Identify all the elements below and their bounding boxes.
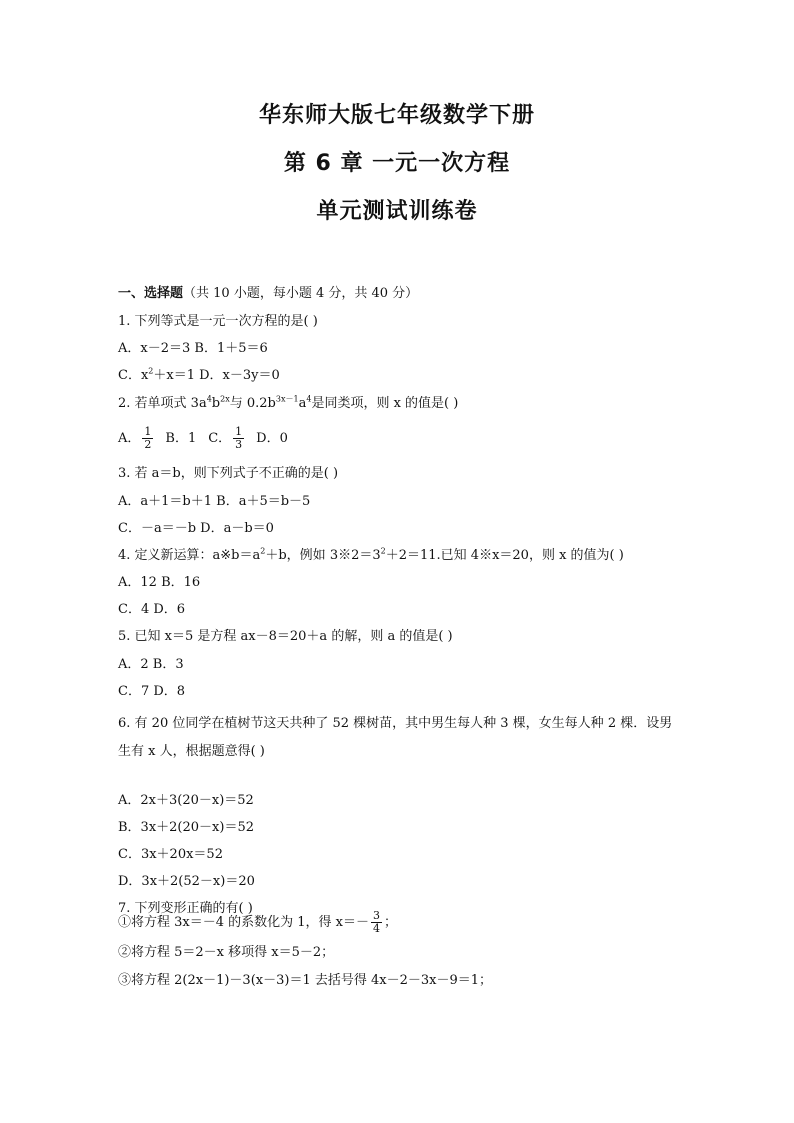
q4-stem-part: ＋2＝11.已知 4※x＝20，则 x 的值为( ) — [385, 548, 624, 563]
q2-stem-part: 与 0.2b — [229, 396, 276, 411]
question-4-options-row1: A．12 B．16 — [118, 575, 201, 590]
q1-option-cd-text: ＋x＝1 D．x－3y＝0 — [153, 368, 280, 383]
q2-stem-part: 是同类项，则 x 的值是( ) — [311, 396, 459, 411]
question-6-stem: 6. 有 20 位同学在植树节这天共种了 52 棵树苗，其中男生每人种 3 棵，女生每人种 2 棵．设男生有 x 人，根据题意得( ) — [118, 716, 673, 759]
q2-option-a-label: A． — [118, 431, 141, 446]
q2-exponent: 4 — [206, 394, 212, 404]
question-7-item-3: ③将方程 2(2x－1)－3(x－3)＝1 去括号得 4x－2－3x－9＝1； — [118, 973, 492, 988]
numerator: 1 — [235, 425, 243, 438]
q2-exponent: 3x－1 — [275, 394, 299, 404]
question-6-option-d: D．3x＋2(52－x)＝20 — [118, 874, 255, 889]
chapter-title: 第 6 章 一元一次方程 — [283, 151, 511, 176]
q1-option-c-text: C．x — [118, 368, 149, 383]
denominator: 3 — [235, 438, 243, 451]
question-6-option-b: B．3x＋2(20－x)＝52 — [118, 820, 254, 835]
question-3-stem: 3. 若 a＝b，则下列式子不正确的是( ) — [118, 466, 339, 481]
question-5-options-row2: C．7 D．8 — [118, 684, 186, 699]
question-7-item-2: ②将方程 5＝2－x 移项得 x＝5－2； — [118, 945, 335, 960]
q2-stem-part: 2. 若单项式 3a — [118, 396, 207, 411]
q2-option-b: B．1 — [165, 431, 197, 446]
q4-exponent: 2 — [380, 546, 386, 556]
section-heading — [118, 285, 418, 303]
question-6-option-c: C．3x＋20x＝52 — [118, 847, 223, 862]
q2-exponent: 2x — [220, 394, 230, 404]
q7-item1-suffix: ； — [384, 915, 398, 930]
question-7-item-1-text — [118, 906, 397, 940]
question-2-stem — [118, 395, 458, 413]
q7-item1-fraction — [371, 910, 382, 935]
question-4-stem — [118, 547, 624, 565]
question-2-options — [118, 424, 288, 454]
question-3-options-row1: A．a＋1＝b＋1 B．a＋5＝b－5 — [118, 494, 311, 509]
q2-option-c-fraction — [233, 426, 244, 451]
numerator: 3 — [373, 909, 381, 922]
q4-stem-part: ＋b，例如 3※2＝3 — [265, 548, 381, 563]
question-1-stem: 1. 下列等式是一元一次方程的是( ) — [118, 314, 318, 329]
q2-option-a-fraction — [142, 426, 153, 451]
q2-stem-part: b — [211, 396, 221, 411]
denominator: 2 — [144, 438, 152, 451]
q7-item1-text: ①将方程 3x＝－4 的系数化为 1，得 x＝－ — [118, 915, 370, 930]
document-title: 华东师大版七年级数学下册 — [258, 103, 535, 128]
question-1-options-row2 — [118, 367, 280, 385]
question-1-options-row1: A．x－2＝3 B．1＋5＝6 — [118, 341, 268, 356]
test-title: 单元测试训练卷 — [316, 199, 478, 224]
q2-option-d: D．0 — [256, 431, 288, 446]
section-label: 一、选择题 — [118, 286, 184, 301]
question-5-stem: 5. 已知 x＝5 是方程 ax－8＝20＋a 的解，则 a 的值是( ) — [118, 629, 453, 644]
question-4-options-row2: C．4 D．6 — [118, 602, 186, 617]
q4-stem-part: 4. 定义新运算：a※b＝a — [118, 548, 261, 563]
q4-exponent: 2 — [260, 546, 266, 556]
numerator: 1 — [144, 425, 152, 438]
question-5-options-row1: A．2 B．3 — [118, 657, 184, 672]
question-3-options-row2: C．－a＝－b D．a－b＝0 — [118, 521, 274, 536]
q2-option-c-label: C． — [208, 431, 232, 446]
q1-exponent: 2 — [148, 366, 154, 376]
q2-exponent: 4 — [306, 394, 312, 404]
q2-stem-part: a — [298, 396, 307, 411]
section-note: （共 10 小题，每小题 4 分，共 40 分） — [183, 286, 419, 301]
question-7-stem: 7. 下列变形正确的有( ) — [118, 901, 253, 916]
denominator: 4 — [373, 922, 381, 935]
question-6-option-a: A．2x＋3(20－x)＝52 — [118, 793, 254, 808]
